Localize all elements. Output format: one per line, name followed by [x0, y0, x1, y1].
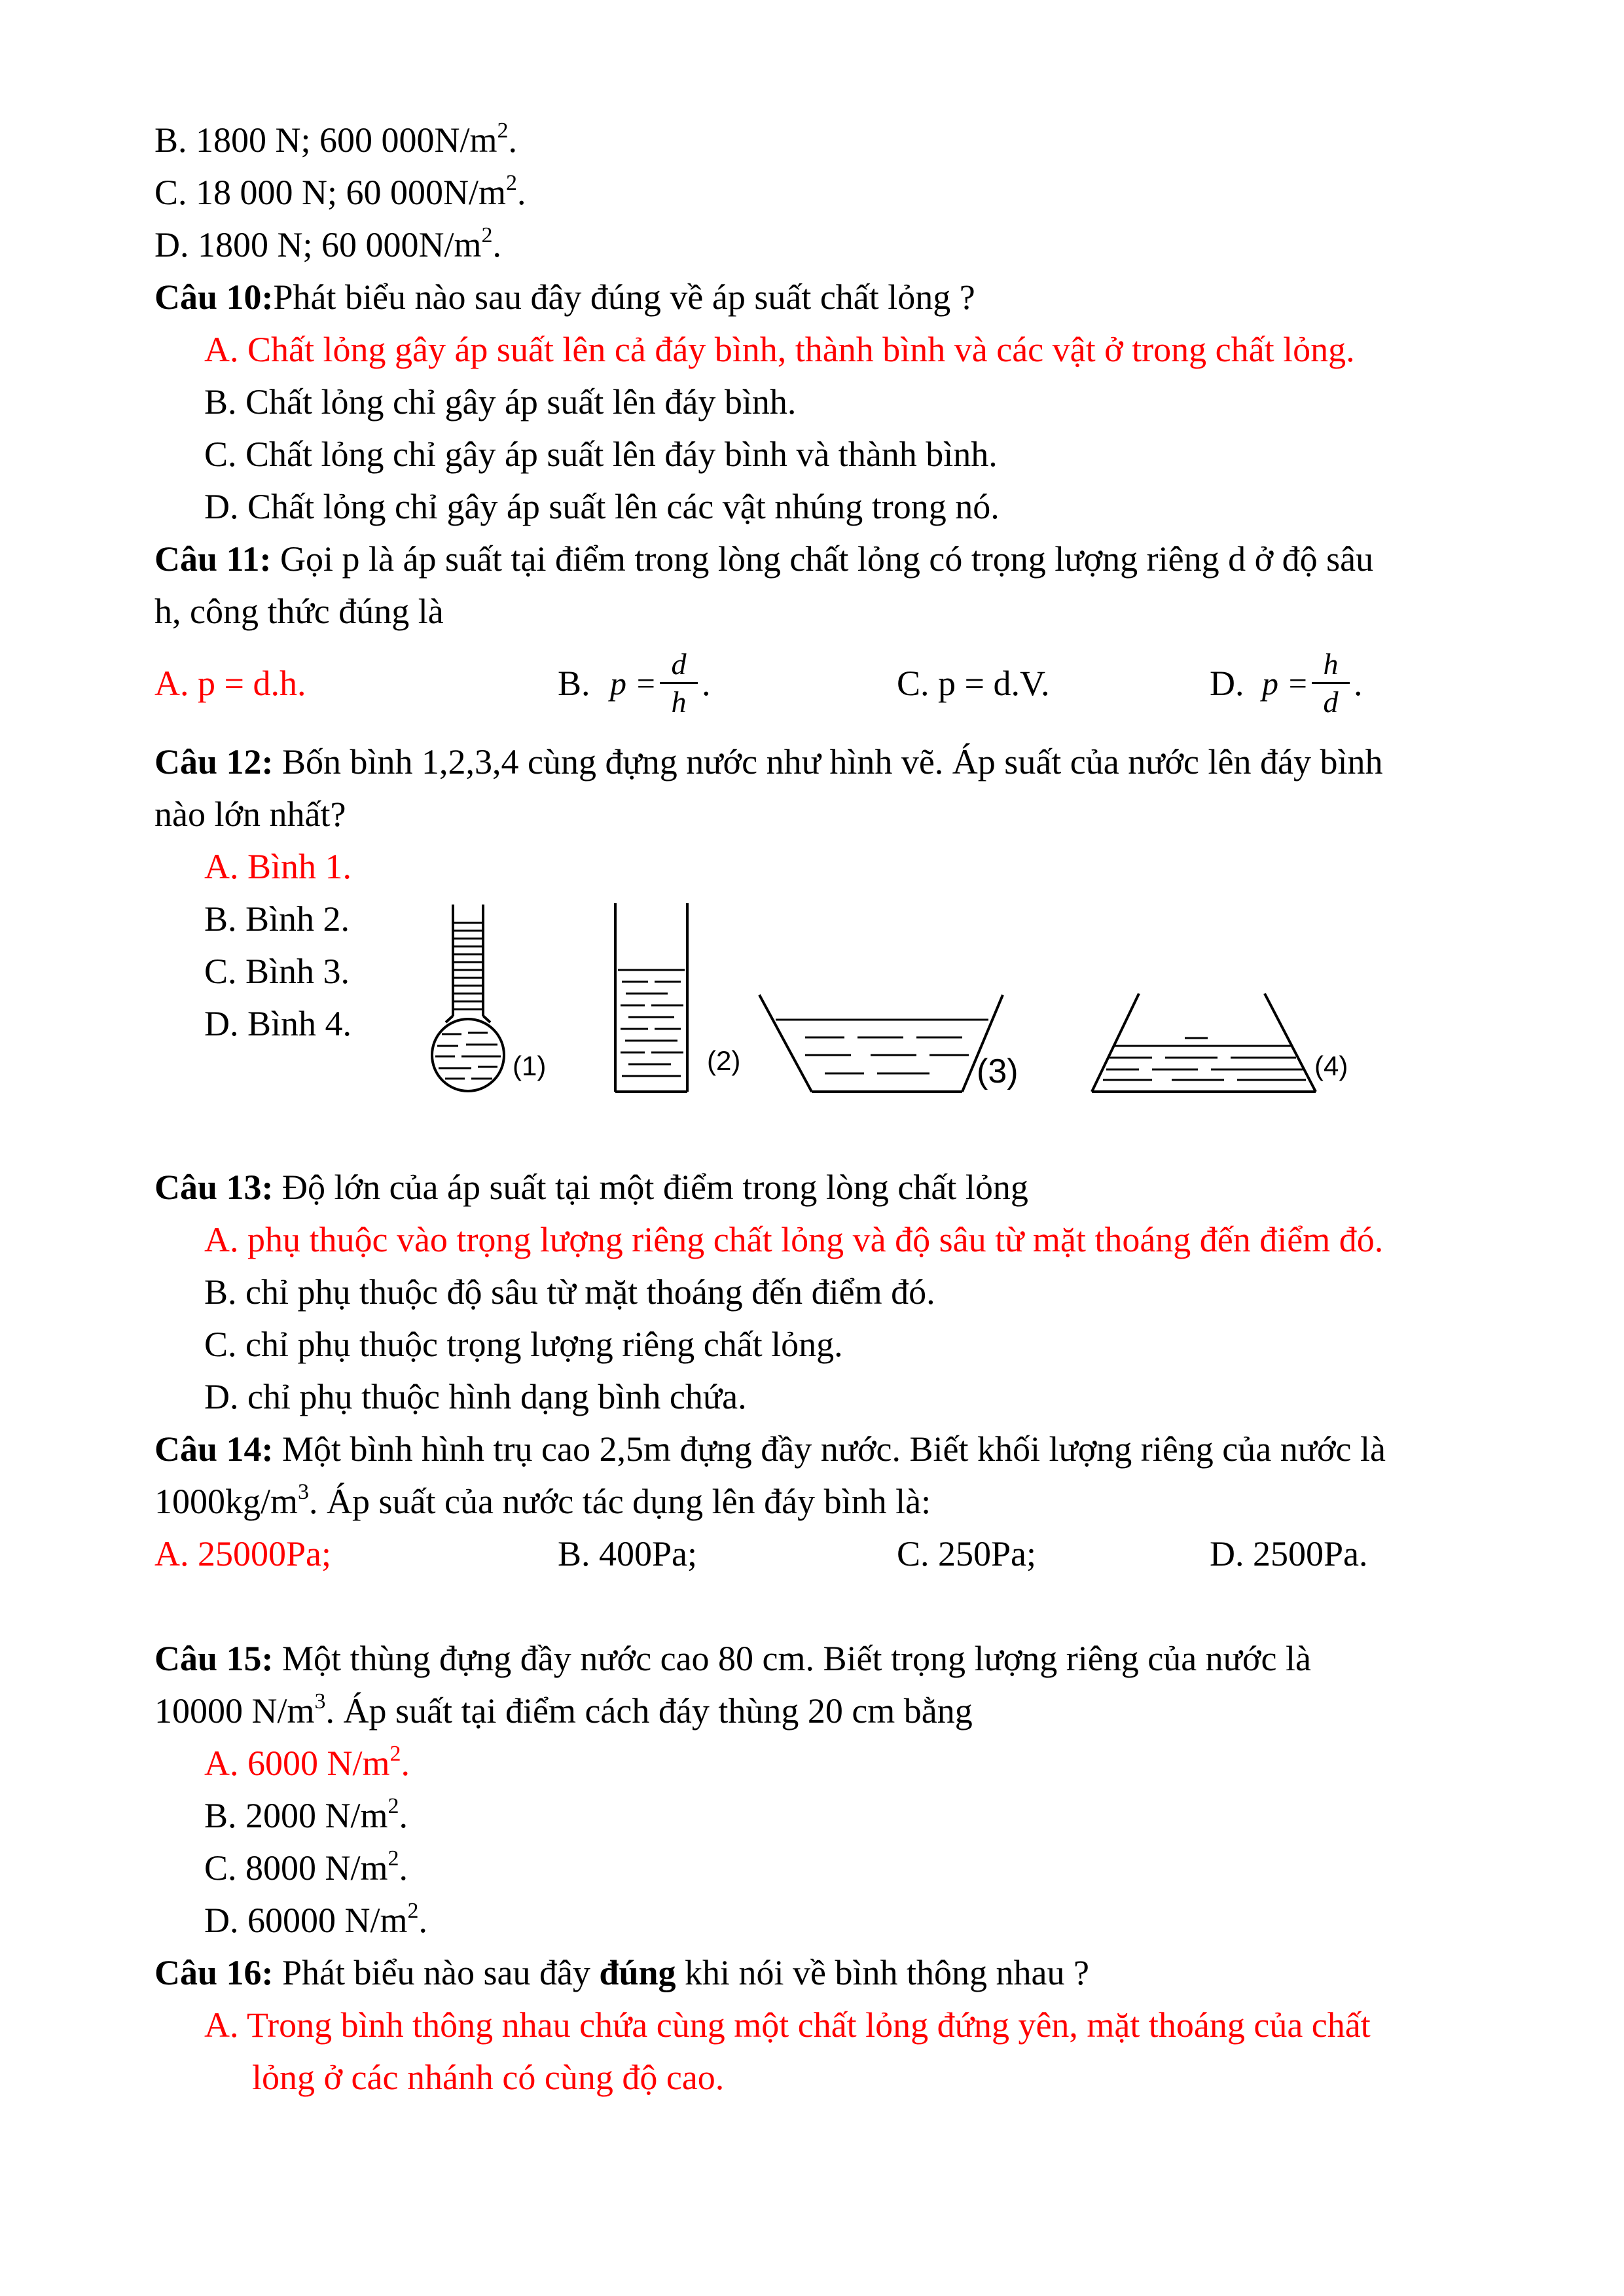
vessel-1-drawing	[432, 905, 504, 1091]
question-13-option-d: D. chỉ phụ thuộc hình dạng bình chứa.	[204, 1377, 747, 1416]
question-13-stem: Câu 13: Độ lớn của áp suất tại một điểm trong lòng chất lỏng	[154, 1168, 1028, 1207]
question-16-option-a-line1: A. Trong bình thông nhau chứa cùng một chất lỏng đứng yên, mặt thoáng của chất	[204, 2005, 1371, 2045]
vessel-4-drawing	[1092, 994, 1316, 1092]
prev-option-d: D. 1800 N; 60 $000N/m^2$.	[154, 223, 501, 264]
option-b-dot: .	[702, 664, 711, 703]
question-14-stem-line2: $1000kg/m^3$. Áp suất của nước tác dụng lên đáy bình là:	[154, 1480, 931, 1521]
question-16-option-a-line2: lỏng ở các nhánh có cùng độ cao.	[252, 2058, 725, 2097]
option-d-dot: .	[1354, 664, 1363, 703]
question-11-stem-line2: h, công thức đúng là	[154, 592, 444, 631]
vessel-3-drawing	[759, 995, 1003, 1092]
question-16-stem: Câu 16: Phát biểu nào sau đây đúng khi nói về bình thông nhau ?	[154, 1953, 1089, 1992]
option-b-prefix: B.	[558, 664, 590, 703]
question-12-option-a: A. Bình 1.	[204, 847, 352, 886]
vessel-2-drawing	[615, 903, 687, 1092]
question-12-option-d: D. Bình 4.	[204, 1004, 352, 1043]
question-11-stem-line1: Câu 11: Gọi p là áp suất tại điểm trong lòng chất lỏng có trọng lượng riêng d ở độ sâu	[154, 539, 1374, 579]
question-15-stem-line1: Câu 15: Một thùng đựng đầy nước cao 80 cm. Biết trọng lượng riêng của nước là	[154, 1639, 1311, 1678]
option-b-fraction-bar	[660, 682, 698, 684]
question-14-option-d: D. 2500Pa.	[1210, 1534, 1368, 1573]
option-d-prefix: D.	[1210, 664, 1244, 703]
question-15-option-d: D. 60000 $N/m^2$.	[204, 1899, 427, 1940]
question-10-option-c: C. Chất lỏng chỉ gây áp suất lên đáy bình và thành bình.	[204, 435, 998, 474]
prev-option-c: C. 18 000 N; 60 $000N/m^2$.	[154, 171, 526, 212]
question-11-option-a: A. p = d.h.	[154, 664, 306, 703]
question-10-option-d: D. Chất lỏng chỉ gây áp suất lên các vật nhúng trong nó.	[204, 487, 1000, 526]
question-12-option-b: B. Bình 2.	[204, 899, 350, 939]
option-b-numerator: d	[671, 647, 687, 681]
option-d-numerator: h	[1323, 647, 1339, 681]
question-12-option-c: C. Bình 3.	[204, 952, 350, 991]
question-14-option-a: A. 25000Pa;	[154, 1534, 331, 1573]
option-b-lhs: p =	[610, 665, 657, 702]
question-12-stem-line1: Câu 12: Bốn bình 1,2,3,4 cùng đựng nước như hình vẽ. Áp suất của nước lên đáy bình	[154, 742, 1383, 781]
question-13-option-c: C. chỉ phụ thuộc trọng lượng riêng chất lỏng.	[204, 1325, 843, 1364]
option-d-denominator: d	[1323, 685, 1339, 719]
option-d-fraction-bar	[1312, 682, 1350, 684]
question-11-option-c: C. p = d.V.	[897, 664, 1050, 703]
question-14-option-c: C. 250Pa;	[897, 1534, 1037, 1573]
question-10-stem: Câu 10:Phát biểu nào sau đây đúng về áp suất chất lỏng ?	[154, 278, 975, 317]
question-14-stem-line1: Câu 14: Một bình hình trụ cao 2,5m đựng đầy nước. Biết khối lượng riêng của nước là	[154, 1429, 1386, 1469]
question-12-stem-line2: nào lớn nhất?	[154, 795, 346, 834]
question-15-stem-line2: 10000 $N/m^3$. Áp suất tại điểm cách đáy thùng 20 cm bằng	[154, 1689, 973, 1731]
question-13-option-a: A. phụ thuộc vào trọng lượng riêng chất lỏng và độ sâu từ mặt thoáng đến điểm đó.	[204, 1220, 1384, 1259]
vessel-2-label: (2)	[707, 1045, 741, 1076]
question-10-option-a: A. Chất lỏng gây áp suất lên cả đáy bình, thành bình và các vật ở trong chất lỏng.	[204, 330, 1355, 369]
question-15-option-a: A. 6000 $N/m^2$.	[204, 1742, 410, 1783]
prev-option-b: B. 1800 N; 600 $000N/m^2$.	[154, 118, 518, 160]
question-15-option-b: B. 2000 $N/m^2$.	[204, 1794, 408, 1835]
vessel-1-label: (1)	[513, 1050, 547, 1081]
question-14-option-b: B. 400Pa;	[558, 1534, 698, 1573]
option-d-lhs: p =	[1262, 665, 1309, 702]
vessel-4-label: (4)	[1314, 1050, 1348, 1081]
question-15-option-c: C. 8000 $N/m^2$.	[204, 1846, 408, 1888]
vessel-3-label: (3)	[977, 1052, 1019, 1090]
question-10-option-b: B. Chất lỏng chỉ gây áp suất lên đáy bình.	[204, 382, 797, 422]
option-b-denominator: h	[671, 685, 687, 719]
question-13-option-b: B. chỉ phụ thuộc độ sâu từ mặt thoáng đến điểm đó.	[204, 1272, 935, 1312]
